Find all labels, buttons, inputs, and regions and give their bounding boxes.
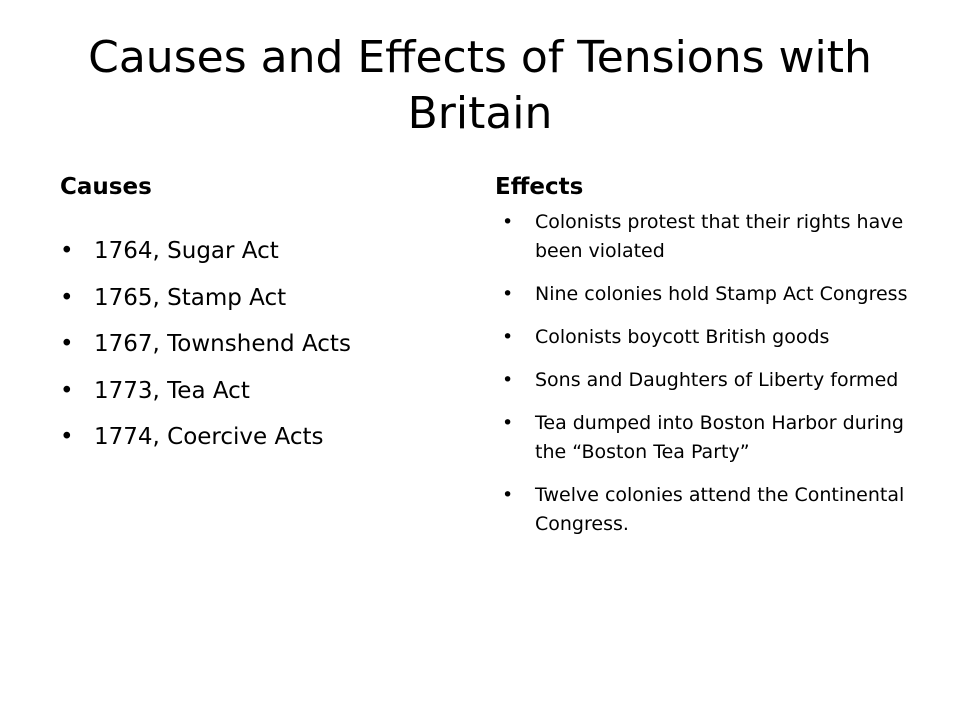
bullet-icon: • [60, 238, 74, 264]
bullet-icon: • [502, 211, 514, 233]
effect-item-text: Colonists protest that their rights have been violated [535, 211, 904, 262]
bullet-icon: • [60, 424, 74, 450]
effect-item [502, 280, 912, 309]
causes-heading: Causes [60, 174, 152, 200]
cause-item [60, 421, 460, 453]
effects-heading: Effects [495, 174, 584, 200]
slide-title: Causes and Effects of Tensions with Britain [88, 32, 872, 139]
effect-item-text: Colonists boycott British goods [535, 326, 830, 348]
bullet-icon: • [502, 326, 514, 348]
cause-item-text: 1765, Stamp Act [94, 284, 287, 311]
cause-item [60, 375, 460, 407]
cause-item [60, 282, 460, 314]
effect-item-text: Twelve colonies attend the Continental Congress. [535, 484, 905, 535]
effect-item-text: Nine colonies hold Stamp Act Congress [535, 283, 908, 305]
causes-list [60, 235, 460, 468]
effect-item [502, 481, 912, 539]
cause-item [60, 235, 460, 267]
bullet-icon: • [502, 484, 514, 506]
effect-item [502, 323, 912, 352]
bullet-icon: • [60, 284, 74, 311]
effect-item [502, 208, 912, 266]
cause-item-text: 1764, Sugar Act [94, 238, 279, 264]
effect-item-text: Sons and Daughters of Liberty formed [535, 369, 899, 391]
cause-item-text: 1767, Townshend Acts [94, 331, 351, 357]
effect-item-text: Tea dumped into Boston Harbor during the “Boston Tea Party” [535, 412, 904, 463]
bullet-icon: • [502, 412, 514, 434]
effect-item [502, 409, 912, 467]
bullet-icon: • [60, 331, 74, 357]
bullet-icon: • [502, 283, 514, 305]
bullet-icon: • [502, 369, 514, 391]
cause-item-text: 1773, Tea Act [94, 377, 250, 404]
bullet-icon: • [60, 377, 74, 404]
effect-item [502, 366, 912, 395]
cause-item [60, 328, 460, 360]
effects-list [502, 208, 912, 553]
cause-item-text: 1774, Coercive Acts [94, 424, 324, 450]
